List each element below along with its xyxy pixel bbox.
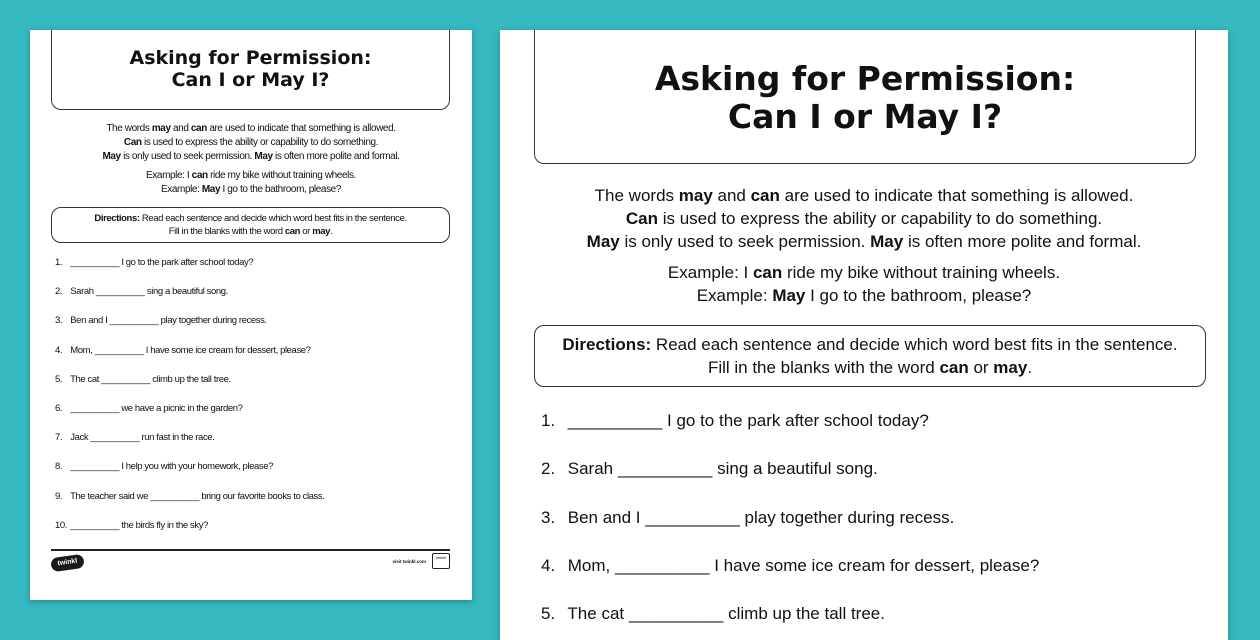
- question-list-large: [541, 411, 1228, 640]
- worksheet-footer: [51, 549, 450, 573]
- question-item: 7. Jack __________ run fast in the race.: [55, 432, 215, 444]
- question-item: 5. The cat __________ climb up the tall tree.: [541, 604, 885, 624]
- examples-large: Example: I can ride my bike without training wheels. Example: May I go to the bathroom, please?: [667, 263, 1061, 305]
- directions-box-large: Directions: Read each sentence and decide which word best fits in the sentence. Fill in the blanks with the word can or may.: [534, 325, 1206, 387]
- intro-text: The words may and can are used to indicate that something is allowed. Can is used to express the ability or capability to do something. May is only used to seek permission. May is often more polite and formal.: [102, 123, 400, 162]
- page-title-line2: Can I or May I?: [171, 69, 330, 91]
- examples: Example: I can ride my bike without training wheels. Example: May I go to the bathroom, please?: [146, 170, 356, 195]
- question-item: 5. The cat __________ climb up the tall tree.: [55, 373, 231, 385]
- question-item: 3. Ben and I __________ play together during recess.: [55, 315, 267, 327]
- question-item: 2. Sarah __________ sing a beautiful song.: [541, 459, 878, 479]
- question-list: [55, 257, 472, 549]
- title-box: [51, 30, 450, 110]
- page-title-line1: Asking for Permission:: [129, 47, 372, 69]
- question-item: 9. The teacher said we __________ bring our favorite books to class.: [55, 490, 325, 502]
- footer-url: visit twinkl.com: [392, 559, 426, 564]
- directions-box: Directions: Read each sentence and decide which word best fits in the sentence. Fill in the blanks with the word can or may.: [51, 207, 450, 243]
- question-item: 8. __________ I help you with your homework, please?: [55, 461, 273, 473]
- question-item: 6. __________ we have a picnic in the garden?: [55, 402, 243, 414]
- intro-text-large: The words may and can are used to indicate that something is allowed. Can is used to express the ability or capability to do something. May is only used to seek permission. May is often more polite and formal.: [586, 186, 1142, 251]
- question-item: 10. __________ the birds fly in the sky?: [55, 519, 208, 531]
- question-item: 4. Mom, __________ I have some ice cream for dessert, please?: [541, 555, 1040, 575]
- question-item: 2. Sarah __________ sing a beautiful song.: [55, 286, 228, 298]
- footer-badge: twinkl: [432, 553, 450, 569]
- worksheet-zoomed: [500, 30, 1228, 640]
- twinkl-logo: twinkl: [50, 554, 85, 572]
- question-item: 1. __________ I go to the park after school today?: [541, 411, 929, 430]
- question-item: 4. Mom, __________ I have some ice cream for dessert, please?: [55, 344, 311, 356]
- question-item: 1. __________ I go to the park after school today?: [55, 257, 254, 268]
- page-title-line2: Can I or May I?: [727, 97, 1003, 136]
- question-item: 3. Ben and I __________ play together during recess.: [541, 507, 955, 527]
- worksheet-thumbnail: [30, 30, 472, 600]
- title-box-large: [534, 30, 1196, 164]
- page-title-line1: Asking for Permission:: [654, 59, 1076, 98]
